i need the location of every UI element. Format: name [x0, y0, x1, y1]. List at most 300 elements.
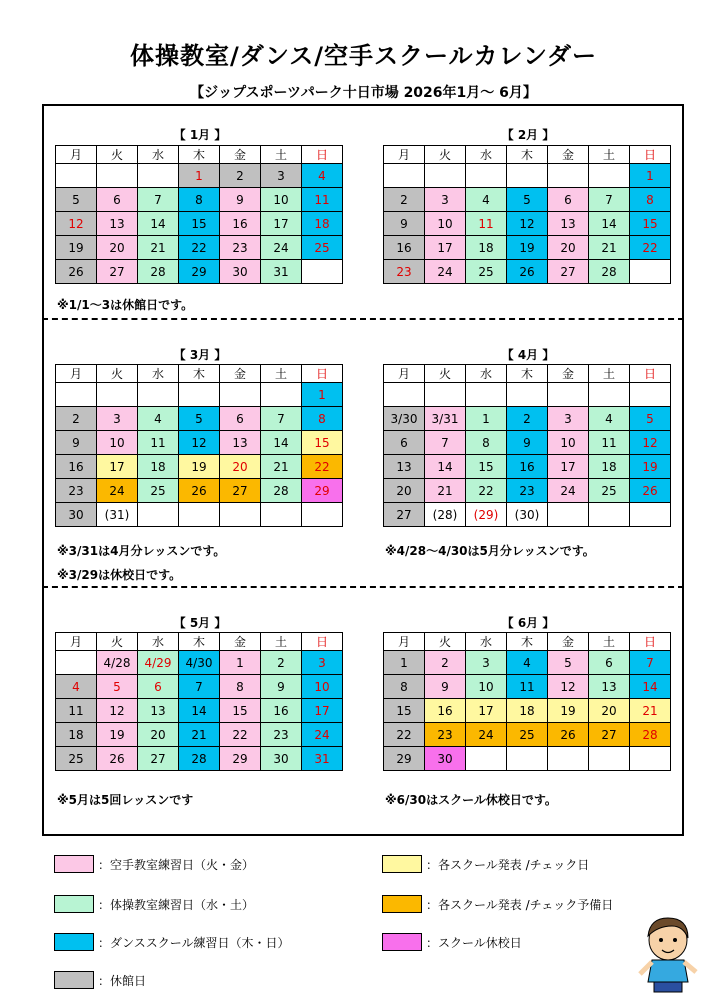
day-cell: 1	[179, 164, 220, 188]
week-row	[384, 188, 671, 212]
day-cell: 22	[630, 236, 671, 260]
weekday-header: 水	[466, 633, 507, 651]
day-cell: 11	[589, 431, 630, 455]
day-cell: 3	[466, 651, 507, 675]
weekday-header: 木	[179, 365, 220, 383]
day-cell: 10	[97, 431, 138, 455]
day-cell: (30)	[507, 503, 548, 527]
day-cell: 3/30	[384, 407, 425, 431]
day-cell: 1	[630, 164, 671, 188]
day-cell: 6	[384, 431, 425, 455]
day-cell: 6	[548, 188, 589, 212]
weekday-header: 日	[630, 146, 671, 164]
weekday-header: 月	[56, 146, 97, 164]
weekday-header: 金	[220, 365, 261, 383]
day-cell: 31	[302, 747, 343, 771]
day-cell: 23	[384, 260, 425, 284]
day-cell: 29	[302, 479, 343, 503]
legend-karate: ：空手教室練習日（火・金）	[98, 858, 255, 872]
day-cell: 13	[589, 675, 630, 699]
note-april: ※4/28～4/30は5月分レッスンです。	[385, 544, 595, 558]
weekday-header: 日	[302, 633, 343, 651]
week-row	[384, 236, 671, 260]
week-row	[384, 260, 671, 284]
day-cell: 18	[138, 455, 179, 479]
day-cell: 27	[589, 723, 630, 747]
day-cell: 13	[548, 212, 589, 236]
week-row	[384, 383, 671, 407]
weekday-header: 金	[548, 365, 589, 383]
weekday-header: 金	[220, 633, 261, 651]
day-cell: 2	[56, 407, 97, 431]
month-label-feb: 【 2月 】	[501, 128, 555, 142]
legend-gym: ：体操教室練習日（水・土）	[98, 898, 255, 912]
day-cell: 13	[220, 431, 261, 455]
day-cell: 12	[630, 431, 671, 455]
day-cell: 26	[630, 479, 671, 503]
day-cell: 15	[630, 212, 671, 236]
day-cell: 11	[302, 188, 343, 212]
day-cell: 4	[507, 651, 548, 675]
day-cell: 22	[220, 723, 261, 747]
weekday-header: 火	[425, 633, 466, 651]
day-cell: 11	[138, 431, 179, 455]
week-row	[384, 747, 671, 771]
day-cell: (28)	[425, 503, 466, 527]
week-row	[384, 479, 671, 503]
day-cell	[220, 383, 261, 407]
calendar-march	[55, 364, 343, 527]
day-cell: 5	[548, 651, 589, 675]
day-cell	[138, 164, 179, 188]
day-cell: 16	[261, 699, 302, 723]
day-cell: 21	[630, 699, 671, 723]
day-cell: 24	[261, 236, 302, 260]
day-cell: 28	[589, 260, 630, 284]
day-cell	[384, 164, 425, 188]
week-row	[56, 188, 343, 212]
day-cell: 3	[261, 164, 302, 188]
day-cell: 17	[425, 236, 466, 260]
week-row	[384, 431, 671, 455]
day-cell: 4/30	[179, 651, 220, 675]
day-cell: 20	[138, 723, 179, 747]
legend-swatch-karate	[54, 855, 94, 873]
divider-2	[42, 586, 684, 588]
day-cell	[56, 164, 97, 188]
day-cell: 21	[138, 236, 179, 260]
day-cell: 12	[56, 212, 97, 236]
day-cell: 26	[548, 723, 589, 747]
week-row	[384, 455, 671, 479]
day-cell: (29)	[466, 503, 507, 527]
day-cell: 24	[548, 479, 589, 503]
day-cell: 20	[220, 455, 261, 479]
week-row	[56, 503, 343, 527]
month-label-jun: 【 6月 】	[501, 616, 555, 630]
day-cell: 17	[261, 212, 302, 236]
weekday-header: 日	[302, 365, 343, 383]
week-row	[384, 503, 671, 527]
day-cell: 6	[97, 188, 138, 212]
day-cell: 27	[384, 503, 425, 527]
day-cell: 23	[220, 236, 261, 260]
day-cell: 31	[261, 260, 302, 284]
legend-swatch-present	[382, 855, 422, 873]
day-cell: 4	[589, 407, 630, 431]
legend-swatch-dance	[54, 933, 94, 951]
day-cell: 8	[179, 188, 220, 212]
day-cell	[589, 503, 630, 527]
day-cell: 17	[97, 455, 138, 479]
day-cell: 2	[384, 188, 425, 212]
weekday-header: 水	[138, 633, 179, 651]
day-cell: 30	[261, 747, 302, 771]
weekday-header: 金	[548, 633, 589, 651]
day-cell: 14	[425, 455, 466, 479]
day-cell: 28	[179, 747, 220, 771]
day-cell: 7	[179, 675, 220, 699]
day-cell	[425, 383, 466, 407]
weekday-header: 木	[179, 146, 220, 164]
day-cell: 30	[56, 503, 97, 527]
day-cell: 30	[220, 260, 261, 284]
weekday-header: 水	[138, 146, 179, 164]
day-cell: 18	[56, 723, 97, 747]
day-cell: 4	[466, 188, 507, 212]
note-january: ※1/1～3は休館日です。	[57, 298, 194, 312]
month-label-jan: 【 1月 】	[173, 128, 227, 142]
day-cell: 9	[384, 212, 425, 236]
day-cell	[302, 260, 343, 284]
day-cell: 20	[384, 479, 425, 503]
day-cell: 12	[97, 699, 138, 723]
day-cell: 21	[425, 479, 466, 503]
day-cell	[548, 503, 589, 527]
legend-swatch-closed	[54, 971, 94, 989]
day-cell: 12	[548, 675, 589, 699]
day-cell: 9	[56, 431, 97, 455]
day-cell: 5	[179, 407, 220, 431]
day-cell	[97, 164, 138, 188]
day-cell	[548, 164, 589, 188]
day-cell: 8	[630, 188, 671, 212]
day-cell: 26	[97, 747, 138, 771]
day-cell: 3/31	[425, 407, 466, 431]
day-cell	[220, 503, 261, 527]
day-cell: 25	[138, 479, 179, 503]
weekday-header: 火	[97, 146, 138, 164]
day-cell: 9	[220, 188, 261, 212]
week-row	[56, 407, 343, 431]
day-cell	[138, 503, 179, 527]
weekday-header: 月	[384, 633, 425, 651]
day-cell: 18	[589, 455, 630, 479]
day-cell: 7	[261, 407, 302, 431]
weekday-header: 木	[507, 146, 548, 164]
day-cell: 15	[179, 212, 220, 236]
week-row	[384, 651, 671, 675]
day-cell: 11	[466, 212, 507, 236]
day-cell: 8	[220, 675, 261, 699]
day-cell: 22	[302, 455, 343, 479]
note-march-2: ※3/29は休校日です。	[57, 568, 182, 582]
day-cell: 4	[56, 675, 97, 699]
calendar-may	[55, 632, 343, 771]
day-cell: 10	[466, 675, 507, 699]
day-cell	[630, 503, 671, 527]
day-cell: 27	[138, 747, 179, 771]
day-cell: 16	[507, 455, 548, 479]
month-label-apr: 【 4月 】	[501, 348, 555, 362]
note-may: ※5月は5回レッスンです	[57, 793, 194, 807]
week-row	[56, 431, 343, 455]
day-cell: 21	[589, 236, 630, 260]
day-cell: 30	[425, 747, 466, 771]
day-cell: 4	[138, 407, 179, 431]
day-cell: 8	[384, 675, 425, 699]
weekday-header: 月	[56, 633, 97, 651]
day-cell: 15	[220, 699, 261, 723]
day-cell: 4/28	[97, 651, 138, 675]
legend-school-off: ：スクール休校日	[426, 936, 522, 950]
day-cell	[56, 383, 97, 407]
day-cell	[630, 383, 671, 407]
day-cell: 20	[589, 699, 630, 723]
day-cell: 10	[302, 675, 343, 699]
day-cell: 13	[97, 212, 138, 236]
calendar-june	[383, 632, 671, 771]
weekday-header: 土	[261, 633, 302, 651]
day-cell: 1	[220, 651, 261, 675]
month-label-mar: 【 3月 】	[173, 348, 227, 362]
day-cell: 20	[548, 236, 589, 260]
day-cell: 9	[507, 431, 548, 455]
weekday-header: 月	[56, 365, 97, 383]
weekday-header: 日	[630, 365, 671, 383]
week-row	[56, 747, 343, 771]
week-row	[56, 164, 343, 188]
day-cell: 26	[56, 260, 97, 284]
day-cell: 16	[425, 699, 466, 723]
week-row	[384, 407, 671, 431]
day-cell	[425, 164, 466, 188]
day-cell: 17	[548, 455, 589, 479]
day-cell: 27	[97, 260, 138, 284]
day-cell: 20	[97, 236, 138, 260]
day-cell: 14	[261, 431, 302, 455]
day-cell: 25	[56, 747, 97, 771]
day-cell: 23	[425, 723, 466, 747]
day-cell: 24	[466, 723, 507, 747]
day-cell: 10	[548, 431, 589, 455]
day-cell: 4/29	[138, 651, 179, 675]
day-cell	[548, 747, 589, 771]
week-row	[56, 651, 343, 675]
note-march-1: ※3/31は4月分レッスンです。	[57, 544, 226, 558]
day-cell: 18	[302, 212, 343, 236]
day-cell	[630, 260, 671, 284]
day-cell: 24	[425, 260, 466, 284]
day-cell: 15	[466, 455, 507, 479]
week-row	[384, 699, 671, 723]
day-cell: 15	[384, 699, 425, 723]
day-cell: 12	[507, 212, 548, 236]
day-cell: 25	[466, 260, 507, 284]
day-cell: 14	[589, 212, 630, 236]
day-cell: 22	[384, 723, 425, 747]
weekday-header: 土	[589, 146, 630, 164]
weekday-header: 日	[630, 633, 671, 651]
week-row	[56, 699, 343, 723]
week-row	[56, 260, 343, 284]
legend-present: ：各スクール発表 /チェック日	[426, 858, 590, 872]
day-cell: 24	[302, 723, 343, 747]
calendar-january	[55, 145, 343, 284]
day-cell: 19	[630, 455, 671, 479]
day-cell: 23	[261, 723, 302, 747]
legend-swatch-gym	[54, 895, 94, 913]
weekday-header: 木	[507, 365, 548, 383]
day-cell: 15	[302, 431, 343, 455]
boy-mascot-icon	[628, 912, 706, 997]
day-cell: 6	[589, 651, 630, 675]
day-cell: 7	[138, 188, 179, 212]
divider-1	[42, 318, 684, 320]
day-cell: 14	[138, 212, 179, 236]
weekday-header: 土	[589, 633, 630, 651]
day-cell: 16	[56, 455, 97, 479]
day-cell	[261, 503, 302, 527]
day-cell: 1	[384, 651, 425, 675]
day-cell: 9	[425, 675, 466, 699]
day-cell: 3	[302, 651, 343, 675]
week-row	[56, 383, 343, 407]
day-cell: 19	[179, 455, 220, 479]
day-cell: 6	[220, 407, 261, 431]
day-cell: 25	[507, 723, 548, 747]
page-title: 体操教室/ダンス/空手スクールカレンダー	[129, 42, 597, 70]
day-cell	[56, 651, 97, 675]
day-cell: (31)	[97, 503, 138, 527]
week-row	[56, 479, 343, 503]
day-cell: 26	[179, 479, 220, 503]
weekday-header: 水	[138, 365, 179, 383]
day-cell: 25	[302, 236, 343, 260]
day-cell: 16	[384, 236, 425, 260]
weekday-header: 月	[384, 146, 425, 164]
week-row	[384, 675, 671, 699]
day-cell: 22	[466, 479, 507, 503]
day-cell: 29	[384, 747, 425, 771]
day-cell: 17	[302, 699, 343, 723]
week-row	[384, 164, 671, 188]
day-cell: 5	[56, 188, 97, 212]
weekday-header: 日	[302, 146, 343, 164]
weekday-header: 火	[425, 146, 466, 164]
day-cell: 16	[220, 212, 261, 236]
day-cell	[507, 383, 548, 407]
day-cell: 3	[548, 407, 589, 431]
day-cell: 26	[507, 260, 548, 284]
weekday-header: 金	[220, 146, 261, 164]
day-cell: 3	[425, 188, 466, 212]
day-cell: 17	[466, 699, 507, 723]
day-cell: 14	[630, 675, 671, 699]
weekday-header: 火	[425, 365, 466, 383]
week-row	[56, 675, 343, 699]
day-cell: 3	[97, 407, 138, 431]
day-cell: 19	[507, 236, 548, 260]
day-cell	[466, 383, 507, 407]
day-cell: 8	[466, 431, 507, 455]
day-cell: 5	[97, 675, 138, 699]
day-cell: 1	[302, 383, 343, 407]
day-cell: 5	[507, 188, 548, 212]
day-cell: 21	[179, 723, 220, 747]
day-cell: 27	[220, 479, 261, 503]
day-cell: 2	[220, 164, 261, 188]
week-row	[384, 212, 671, 236]
day-cell: 19	[56, 236, 97, 260]
day-cell: 4	[302, 164, 343, 188]
day-cell: 10	[261, 188, 302, 212]
day-cell: 21	[261, 455, 302, 479]
day-cell: 18	[466, 236, 507, 260]
day-cell	[97, 383, 138, 407]
day-cell	[138, 383, 179, 407]
week-row	[384, 723, 671, 747]
day-cell	[466, 164, 507, 188]
page-subtitle: 【ジップスポーツパーク十日市場 2026年1月～ 6月】	[190, 85, 537, 101]
weekday-header: 土	[589, 365, 630, 383]
note-june: ※6/30はスクール休校日です。	[385, 793, 557, 807]
day-cell: 10	[425, 212, 466, 236]
day-cell	[261, 383, 302, 407]
weekday-header: 木	[179, 633, 220, 651]
day-cell	[589, 164, 630, 188]
day-cell	[589, 383, 630, 407]
calendar-april	[383, 364, 671, 527]
day-cell: 19	[97, 723, 138, 747]
calendar-february	[383, 145, 671, 284]
legend-present-reserve: ：各スクール発表 /チェック予備日	[426, 898, 614, 912]
weekday-header: 金	[548, 146, 589, 164]
day-cell	[589, 747, 630, 771]
weekday-header: 木	[507, 633, 548, 651]
week-row	[56, 455, 343, 479]
weekday-header: 火	[97, 633, 138, 651]
day-cell: 7	[630, 651, 671, 675]
day-cell: 2	[261, 651, 302, 675]
day-cell: 12	[179, 431, 220, 455]
day-cell	[302, 503, 343, 527]
legend-closed: ：休館日	[98, 974, 147, 988]
day-cell: 25	[589, 479, 630, 503]
weekday-header: 水	[466, 365, 507, 383]
day-cell: 9	[261, 675, 302, 699]
day-cell: 19	[548, 699, 589, 723]
day-cell: 23	[507, 479, 548, 503]
day-cell: 27	[548, 260, 589, 284]
day-cell: 1	[466, 407, 507, 431]
day-cell: 6	[138, 675, 179, 699]
day-cell: 28	[138, 260, 179, 284]
week-row	[56, 723, 343, 747]
day-cell: 2	[425, 651, 466, 675]
week-row	[56, 212, 343, 236]
day-cell	[179, 383, 220, 407]
